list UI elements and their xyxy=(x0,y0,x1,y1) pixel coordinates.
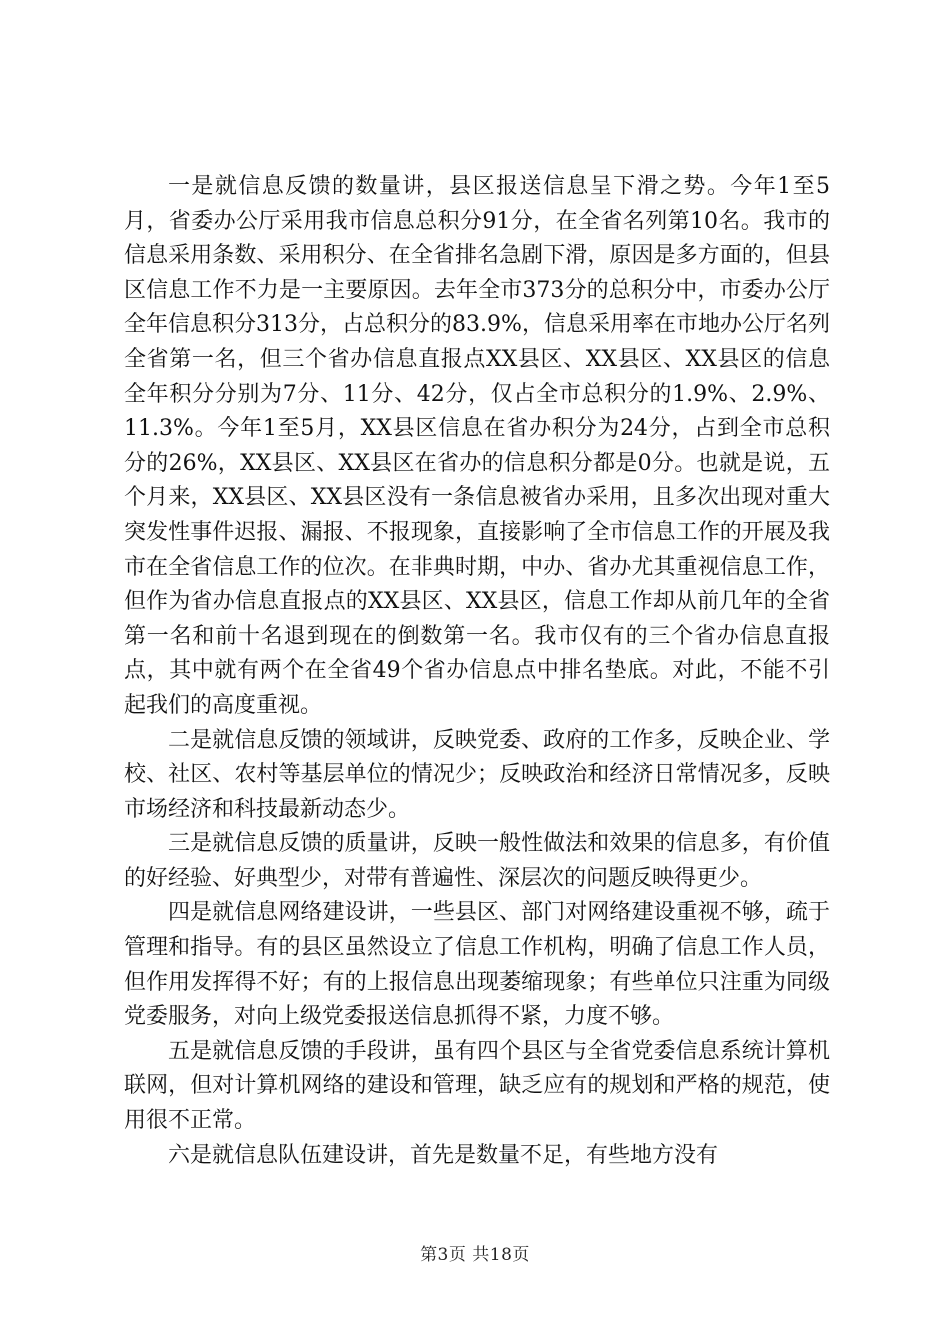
paragraph-means: 五是就信息反馈的手段讲，虽有四个县区与全省党委信息系统计算机联网，但对计算机网络的建设和管理，缺乏应有的规划和严格的规范，使用很不正常。 xyxy=(124,1038,830,1134)
document-body xyxy=(124,170,830,1173)
paragraph-quantity: 一是就信息反馈的数量讲，县区报送信息呈下滑之势。今年1至5月，省委办公厅采用我市信息总积分91分，在全省名列第10名。我市的信息采用条数、采用积分、在全省排名急剧下滑，原因是多方面的，但县区信息工作不力是一主要原因。去年全市373分的总积分中，市委办公厅全年信息积分313分，占总积分的83.9%，信息采用率在市地办公厅名列全省第一名，但三个省办信息直报点XX县区、XX县区、XX县区的信息全年积分分别为7分、11分、42分，仅占全市总积分的1.9%、2.9%、11.3%。今年1至5月，XX县区信息在省办积分为24分，占到全市总积分的26%，XX县区、XX县区在省办的信息积分都是0分。也就是说，五个月来，XX县区、XX县区没有一条信息被省办采用，且多次出现对重大突发性事件迟报、漏报、不报现象，直接影响了全市信息工作的开展及我市在全省信息工作的位次。在非典时期，中办、省办尤其重视信息工作，但作为省办信息直报点的XX县区、XX县区，信息工作却从前几年的全省第一名和前十名退到现在的倒数第一名。我市仅有的三个省办信息直报点，其中就有两个在全省49个省办信息点中排名垫底。对此，不能不引起我们的高度重视。 xyxy=(124,174,830,718)
page-number-footer: 第3页 共18页 xyxy=(420,1245,530,1265)
paragraph-field: 二是就信息反馈的领域讲，反映党委、政府的工作多，反映企业、学校、社区、农村等基层单位的情况少；反映政治和经济日常情况多，反映市场经济和科技最新动态少。 xyxy=(124,727,830,822)
paragraph-quality: 三是就信息反馈的质量讲，反映一般性做法和效果的信息多，有价值的好经验、好典型少，对带有普遍性、深层次的问题反映得更少。 xyxy=(124,831,830,891)
paragraph-network: 四是就信息网络建设讲，一些县区、部门对网络建设重视不够，疏于管理和指导。有的县区虽然设立了信息工作机构，明确了信息工作人员，但作用发挥得不好；有的上报信息出现萎缩现象；有些单位只注重为同级党委服务，对向上级党委报送信息抓得不紧，力度不够。 xyxy=(124,900,830,1030)
paragraph-team: 六是就信息队伍建设讲，首先是数量不足，有些地方没有 xyxy=(168,1142,719,1168)
